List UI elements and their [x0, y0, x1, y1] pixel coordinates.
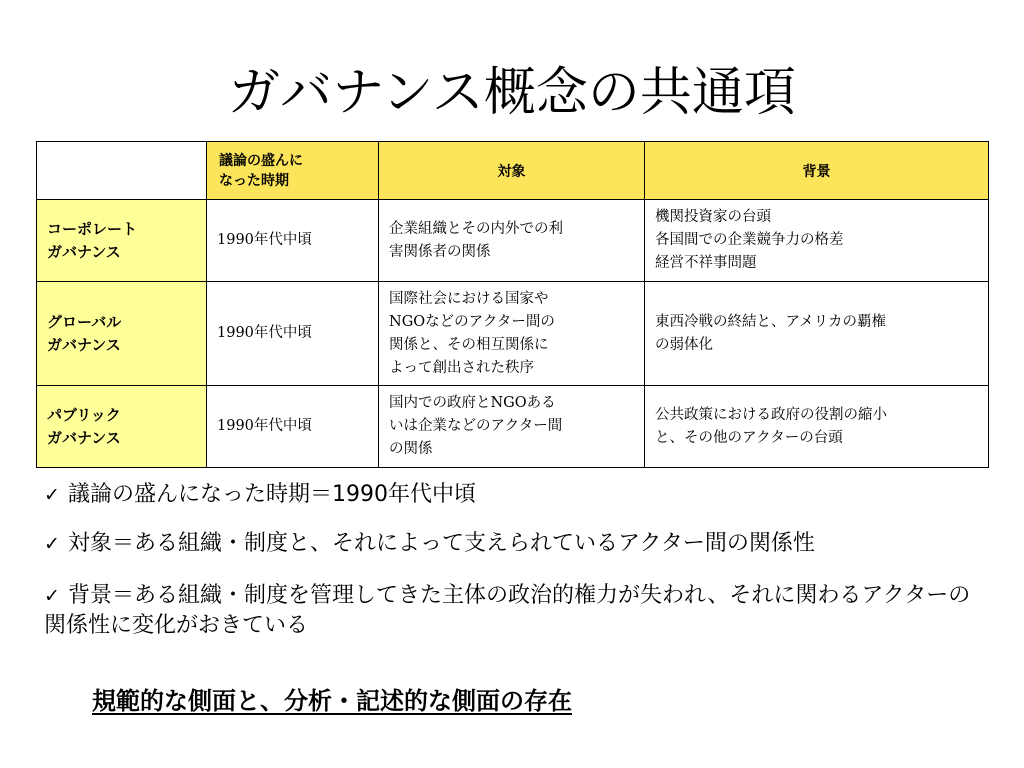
conclusion-text: 規範的な側面と、分析・記述的な側面の存在 [92, 687, 572, 715]
cell-background: 東西冷戦の終結と、アメリカの覇権 の弱体化 [645, 282, 989, 386]
check-icon: ✓ [44, 585, 60, 607]
header-period: 議論の盛んに なった時期 [207, 142, 379, 200]
row-header-corporate: コーポレート ガバナンス [37, 200, 207, 282]
cell-period: 1990年代中頃 [207, 282, 379, 386]
cell-background: 公共政策における政府の役割の縮小 と、その他のアクターの台頭 [645, 386, 989, 468]
check-icon: ✓ [44, 533, 60, 555]
cell-target: 企業組織とその内外での利 害関係者の関係 [379, 200, 645, 282]
cell-target: 国内での政府とNGOある いは企業などのアクター間 の関係 [379, 386, 645, 468]
cell-period: 1990年代中頃 [207, 386, 379, 468]
header-background: 背景 [645, 142, 989, 200]
bullet-background [44, 581, 984, 641]
row-header-global: グローバル ガバナンス [37, 282, 207, 386]
governance-comparison-table [36, 141, 989, 468]
table-header-row [37, 142, 989, 200]
bullet-text: 議論の盛んになった時期＝1990年代中頃 [68, 482, 476, 507]
cell-background: 機関投資家の台頭 各国間での企業競争力の格差 経営不祥事問題 [645, 200, 989, 282]
table-row [37, 200, 989, 282]
table-row [37, 386, 989, 468]
row-header-public: パブリック ガバナンス [37, 386, 207, 468]
header-corner-cell [37, 142, 207, 200]
header-target: 対象 [379, 142, 645, 200]
cell-period: 1990年代中頃 [207, 200, 379, 282]
table-row [37, 282, 989, 386]
bullet-text: 背景＝ある組織・制度を管理してきた主体の政治的権力が失われ、それに関わるアクターの関係性に変化がおきている [44, 583, 971, 638]
cell-target: 国際社会における国家や NGOなどのアクター間の 関係と、その相互関係に よって創出された秩序 [379, 282, 645, 386]
bullet-period [44, 480, 476, 510]
bullet-target [44, 529, 815, 559]
bullet-text: 対象＝ある組織・制度と、それによって支えられているアクター間の関係性 [68, 531, 815, 556]
slide-title: ガバナンス概念の共通項 [228, 63, 796, 123]
check-icon: ✓ [44, 484, 60, 506]
